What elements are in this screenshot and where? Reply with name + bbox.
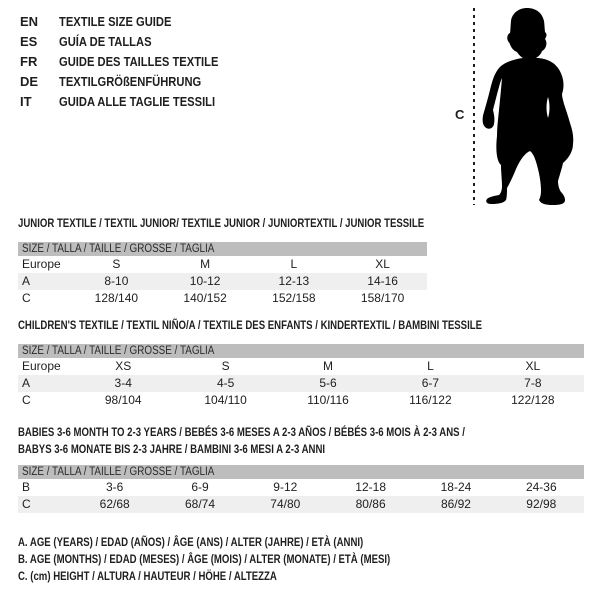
size-cell: 128/140 [94, 291, 139, 305]
size-cell: 158/170 [360, 291, 405, 305]
size-cell: 3-6 [105, 480, 124, 494]
toddler-silhouette-image [478, 2, 598, 213]
size-cell: 62/68 [99, 497, 130, 511]
table-row [18, 496, 584, 513]
height-label-c: C [455, 107, 465, 122]
size-cell: XL [375, 257, 390, 271]
row-label-cell: B [22, 480, 31, 494]
lang-row-en [20, 12, 244, 32]
row-label-cell: C [22, 497, 31, 511]
lang-label: GUIDE DES TAILLES TEXTILE [59, 54, 219, 69]
babies-size-table [18, 465, 584, 513]
size-cell: 104/110 [204, 393, 247, 407]
lang-label: TEXTILE SIZE GUIDE [59, 14, 172, 29]
lang-row-fr [20, 52, 244, 72]
size-cell: 92/98 [526, 497, 557, 511]
size-cell: S [112, 257, 121, 271]
footnote-age-months: B. AGE (MONTHS) / EDAD (MESES) / ÂGE (MOIS) / ALTER (MONATE) / ETÀ (MESI) [18, 552, 391, 566]
size-cell: 12-18 [355, 480, 386, 494]
lang-code: DE [20, 74, 39, 89]
footnote-age-years: A. AGE (YEARS) / EDAD (AÑOS) / ÂGE (ANS) / ALTER (JAHRE) / ETÀ (ANNI) [18, 535, 364, 549]
table-row [18, 290, 427, 307]
table-row [18, 375, 584, 392]
size-cell: 18-24 [440, 480, 472, 494]
lang-row-it [20, 92, 244, 112]
size-cell: M [323, 359, 334, 373]
lang-label: GUIDA ALLE TAGLIE TESSILI [59, 94, 216, 109]
size-cell: 4-5 [216, 376, 235, 390]
size-cell: 14-16 [367, 274, 398, 288]
size-cell: 3-4 [114, 376, 132, 390]
lang-code: IT [20, 94, 32, 109]
size-cell: 9-12 [273, 480, 298, 494]
size-cell: XL [525, 359, 541, 373]
size-cell: 68/74 [184, 497, 215, 511]
table-row [18, 256, 427, 273]
size-cell: 110/116 [307, 393, 349, 407]
lang-code: EN [20, 14, 39, 29]
lang-row-de [20, 72, 244, 92]
size-cell: 74/80 [270, 497, 301, 511]
size-cell: 5-6 [319, 376, 337, 390]
size-cell: L [427, 359, 434, 373]
row-label-cell: A [22, 274, 31, 288]
row-label-cell: A [22, 376, 31, 390]
size-cell: 24-36 [525, 480, 557, 494]
size-header-bar: SIZE / TALLA / TAILLE / GRÖSSE / TAGLIA [18, 242, 427, 256]
lang-label: TEXTILGRÖßENFÜHRUNG [59, 74, 202, 89]
lang-code: ES [20, 34, 38, 49]
row-label-cell: C [22, 393, 31, 407]
junior-size-table [18, 242, 427, 307]
table-row [18, 479, 584, 496]
table-row [18, 358, 584, 375]
size-cell: 6-7 [421, 376, 440, 390]
size-cell: S [221, 359, 230, 373]
size-cell: 12-13 [278, 274, 310, 288]
junior-section-title: JUNIOR TEXTILE / TEXTIL JUNIOR/ TEXTILE JUNIOR / JUNIORTEXTIL / JUNIOR TESSILE [18, 216, 425, 230]
footnote-height-cm: C. (cm) HEIGHT / ALTURA / HAUTEUR / HÖHE / ALTEZZA [18, 569, 277, 583]
row-label-cell: Europe [22, 257, 61, 271]
size-cell: 86/92 [440, 497, 471, 511]
size-cell: M [200, 257, 211, 271]
size-header-bar: SIZE / TALLA / TAILLE / GRÖSSE / TAGLIA [18, 465, 584, 479]
children-section-title: CHILDREN'S TEXTILE / TEXTIL NIÑO/A / TEXTILE DES ENFANTS / KINDERTEXTIL / BAMBINI TESSILE [18, 318, 483, 332]
table-row [18, 392, 584, 409]
size-cell: 80/86 [355, 497, 386, 511]
table-row [18, 273, 427, 290]
lang-row-es [20, 32, 244, 52]
row-label-cell: C [22, 291, 31, 305]
footnotes-block [18, 534, 483, 585]
size-cell: 152/158 [272, 291, 316, 305]
size-header-bar: SIZE / TALLA / TAILLE / GRÖSSE / TAGLIA [18, 344, 584, 358]
language-guide-block [20, 12, 244, 112]
size-cell: 8-10 [104, 274, 129, 288]
row-label-cell: Europe [22, 359, 61, 373]
size-cell: 98/104 [104, 393, 142, 407]
size-cell: 10-12 [189, 274, 221, 288]
size-cell: XS [115, 359, 132, 373]
lang-code: FR [20, 54, 38, 69]
size-cell: 140/152 [183, 291, 227, 305]
babies-section-title: BABIES 3-6 MONTH TO 2-3 YEARS / BEBÉS 3-6 MESES A 2-3 AÑOS / BÉBÉS 3-6 MOIS À 2-3 ANS / BABYS 3-6 MONATE BIS 2-3 JAHRE / BAMBINI 3-6 MESI A 2-3 ANNI [18, 425, 465, 456]
size-cell: 122/128 [511, 393, 555, 407]
size-cell: 7-8 [524, 376, 542, 390]
lang-label: GUÍA DE TALLAS [59, 34, 152, 49]
size-cell: 116/122 [409, 393, 452, 407]
size-cell: L [290, 257, 298, 271]
children-size-table [18, 344, 584, 409]
size-cell: 6-9 [191, 480, 209, 494]
height-measure-dashed-line [473, 8, 475, 205]
